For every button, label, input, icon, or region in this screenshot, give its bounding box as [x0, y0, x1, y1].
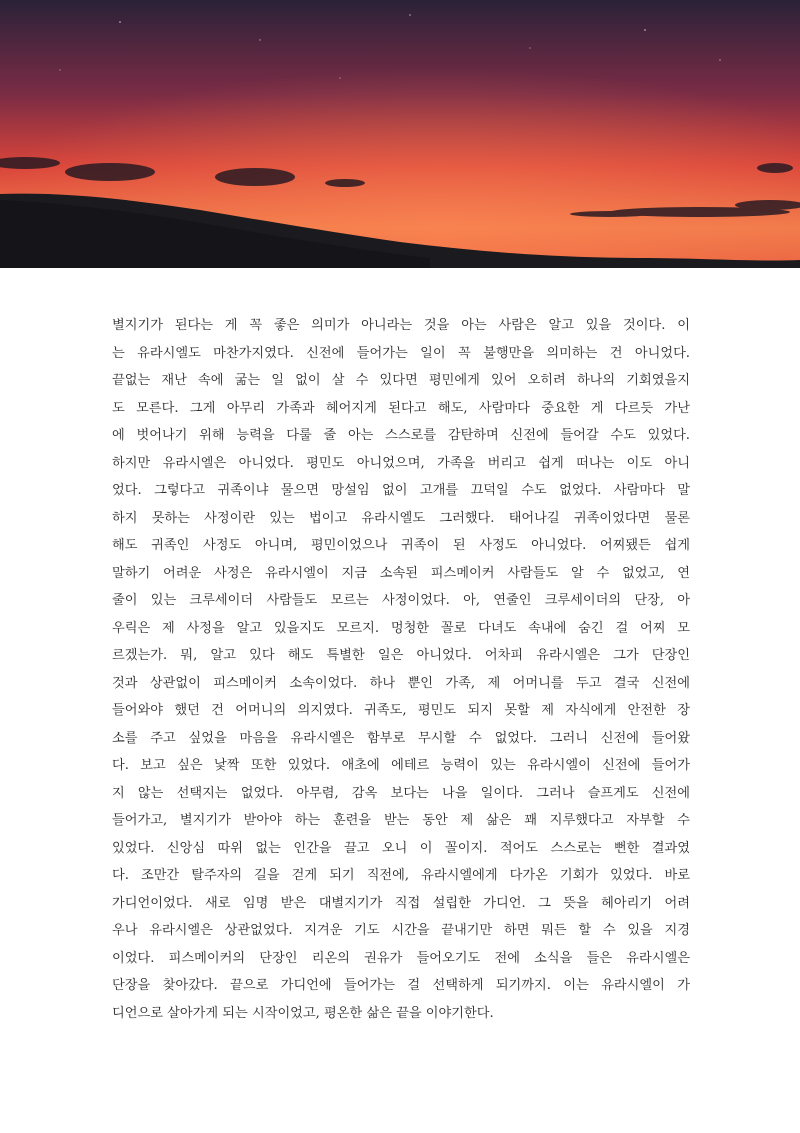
text-line: 도 모른다. 그게 아무리 가족과 헤어지게 된다고 해도, 사람마다 중요한 게 다르듯 가난	[112, 400, 690, 416]
text-line: 있었다. 신앙심 따위 없는 인간을 끌고 오니 이 꼴이지. 적어도 스스로는 뻔한 결과였	[112, 840, 690, 856]
text-line: 르겠는가. 뭐, 알고 있다 해도 특별한 일은 아니었다. 어차피 유라시엘은 그가 단장인	[112, 648, 690, 663]
text-line: 하지만 유라시엘은 아니었다. 평민도 아니었으며, 가족을 버리고 쉽게 떠나는 이도 아니	[112, 455, 690, 471]
text-line: 디언으로 살아가게 되는 시작이었고, 평온한 삶은 끝을 이야기한다.	[112, 1005, 494, 1021]
text-line: 하지 못하는 사정이란 있는 법이고 유라시엘도 그러했다. 태어나길 귀족이었다면 물론	[112, 510, 690, 526]
text-line: 줄이 있는 크루세이더 사람들도 모르는 사정이었다. 아, 연줄인 크루세이더의 단장, 아	[112, 593, 690, 608]
text-line: 소를 주고 싶었을 마음을 유라시엘은 함부로 무시할 수 없었다. 그러니 신전에 들어왔	[112, 730, 690, 746]
text-line: 끝없는 재난 속에 굶는 일 없이 살 수 있다면 평민에게 있어 오히려 하나의 기회였을지	[112, 373, 690, 388]
text-line: 들어와야 했던 건 어머니의 의지였다. 귀족도, 평민도 되지 못할 제 자식에게 안전한 장	[112, 703, 690, 718]
text-line: 에 벗어나기 위해 능력을 다룰 줄 아는 스스로를 감탄하며 신전에 들어갈 수도 있었다.	[112, 428, 690, 443]
text-line: 별지기가 된다는 게 꼭 좋은 의미가 아니라는 것을 아는 사람은 알고 있을 것이다. 이	[112, 318, 690, 333]
text-line: 가디언이었다. 새로 임명 받은 대별지기가 직접 설립한 가디언. 그 뜻을 헤아리기 어려	[112, 895, 690, 911]
text-line: 말하기 어려운 사정은 유라시엘이 지금 소속된 피스메이커 사람들도 알 수 없었고, 연	[112, 565, 690, 581]
sunset-banner	[0, 0, 800, 268]
sunset-sky-photo-icon	[0, 0, 800, 268]
text-line: 다. 보고 싶은 낯짝 또한 있었다. 애초에 에테르 능력이 있는 유라시엘이 신전에 들어가	[112, 758, 690, 773]
text-line: 는 유라시엘도 마찬가지였다. 신전에 들어가는 일이 꼭 불행만을 의미하는 건 아니었다.	[112, 345, 690, 361]
text-line: 우나 유라시엘은 상관없었다. 지겨운 기도 시간을 끝내기만 하면 뭐든 할 수 있을 지경	[112, 923, 690, 938]
text-line: 우릭은 제 사정을 알고 있을지도 모르지. 멍청한 꼴로 다녀도 속내에 숨긴 걸 어찌 모	[112, 620, 690, 636]
text-line: 것과 상관없이 피스메이커 소속이었다. 하나 뿐인 가족, 제 어머니를 두고 결국 신전에	[112, 675, 690, 691]
text-line: 지 않는 선택지는 없었다. 아무렴, 감옥 보다는 나을 일이다. 그러나 슬프게도 신전에	[112, 785, 690, 801]
text-line: 단장을 찾아갔다. 끝으로 가디언에 들어가는 걸 선택하게 되기까지. 이는 유라시엘이 가	[112, 978, 690, 993]
text-line: 이었다. 피스메이커의 단장인 리온의 권유가 들어오기도 전에 소식을 들은 유라시엘은	[112, 950, 690, 966]
text-line: 들어가고, 별지기가 받아야 하는 훈련을 받는 동안 제 삶은 꽤 지루했다고 자부할 수	[112, 813, 690, 828]
text-line: 었다. 그렇다고 귀족이냐 물으면 망설임 없이 고개를 끄덕일 수도 없었다. 사람마다 말	[112, 483, 690, 498]
text-line: 다. 조만간 탈주자의 길을 걷게 되기 직전에, 유라시엘에게 다가온 기회가 있었다. 바로	[112, 868, 690, 883]
body-text	[112, 312, 690, 1027]
text-line: 해도 귀족인 사정도 아니며, 평민이었으나 귀족이 된 사정도 아니었다. 어찌됐든 쉽게	[112, 538, 690, 553]
